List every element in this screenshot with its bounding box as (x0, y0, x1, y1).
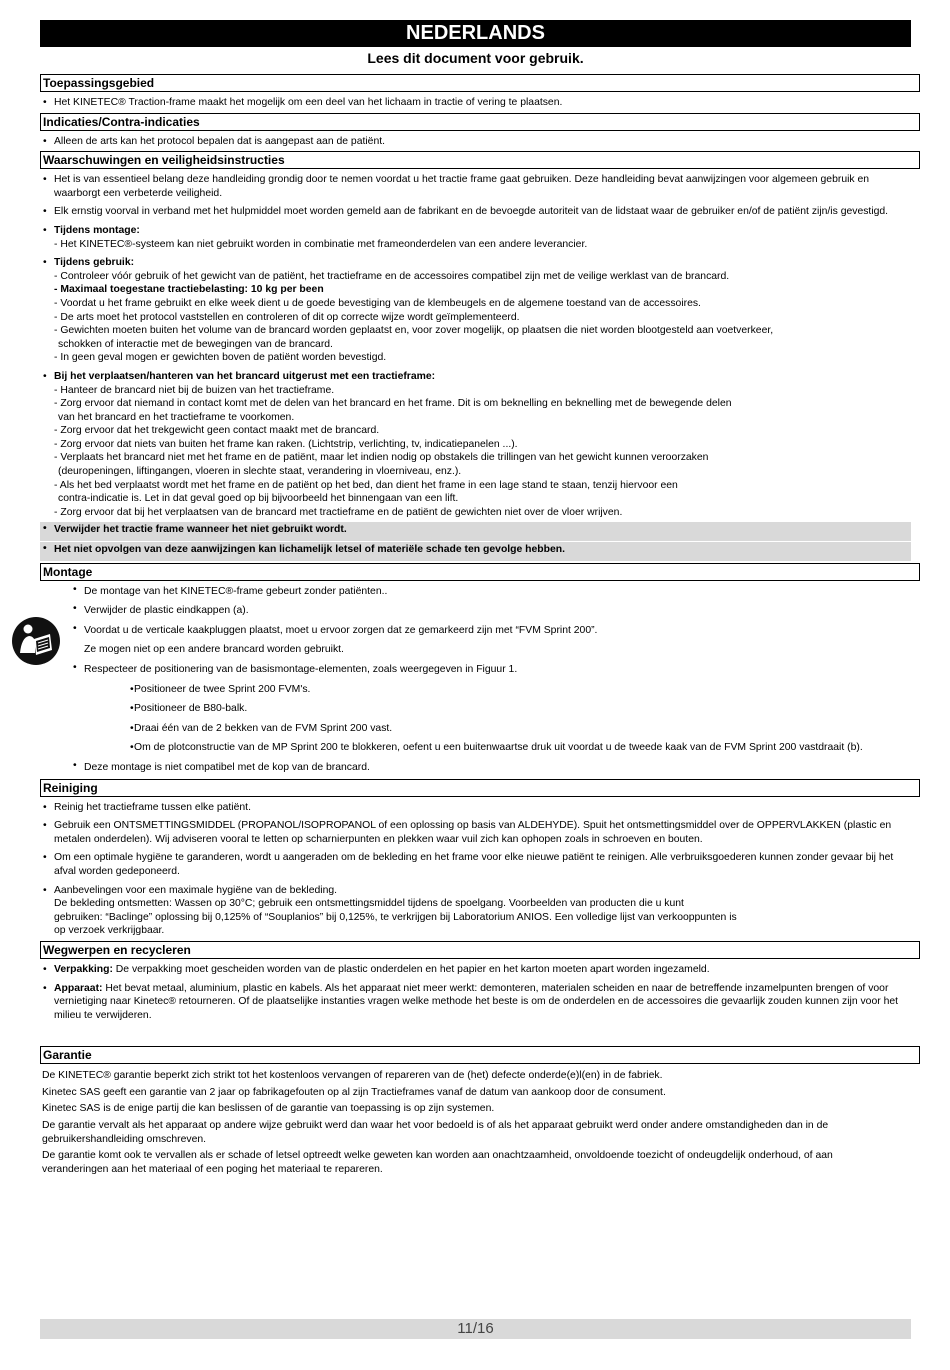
highlight-warning: • Het niet opvolgen van deze aanwijzingen kan lichamelijk letsel of materiële schade ten gevolge hebben. (40, 542, 911, 561)
verplaatsen-line: - Zorg ervoor dat het trekgewicht geen contact maakt met de brancard. (54, 425, 380, 437)
toepassing-list (40, 92, 920, 113)
sub-list-item: • Om de plotconstructie van de MP Sprint 200 te blokkeren, oefent u een buitenwaartse druk uit voordat u de tweede kaak van de FVM Sprint 200 vastdraait (b). (70, 739, 920, 759)
verplaatsen-line: - Zorg ervoor dat bij het verplaatsen van de brancard met tractieframe en de patiënt de gewichten niet over de vloer wrijven. (54, 506, 623, 518)
apparaat-label: Apparaat: (54, 982, 103, 994)
garantie-paragraph: De garantie vervalt als het apparaat op andere wijze gebruikt werd dan waar het voor bedoeld is of als het apparaat gebruikt werd onder andere omstandigheden dan in de gebruikershandleiding omschreven. (42, 1120, 829, 1145)
gebruik-line: - Gewichten moeten buiten het volume van de brancard worden geplaatst en, voor zover mogelijk, op plaatsen die niet worden blootgesteld aan voetverkeer, (54, 325, 774, 337)
montage-line: Voordat u de verticale kaakpluggen plaatst, moet u ervoor zorgen dat ze gemarkeerd zijn met “FVM Sprint 200”. (84, 624, 598, 636)
language-banner: NEDERLANDS (40, 20, 911, 47)
list-item: • Respecteer de positionering van de basismontage-elementen, zoals weergegeven in Figuur 1. (70, 661, 920, 681)
list-item: • Verwijder de plastic eindkappen (a). (70, 602, 920, 622)
montage-line: Ze mogen niet op een andere brancard worden gebruikt. (84, 644, 344, 656)
montage-warning-head: Tijdens montage: (54, 224, 140, 236)
list-item: • Om een optimale hygiëne te garanderen, wordt u aangeraden om de bekleding en het frame voor elke nieuwe patiënt te reinigen. Alle verbruiksgoederen kunnen zonder gevaar bij het afval worden gedeponeerd. (40, 851, 900, 878)
list-item (40, 963, 900, 977)
list-item-gebruik-warning (40, 256, 900, 365)
garantie-paragraph: De KINETEC® garantie beperkt zich strikt tot het kostenloos vervangen of repareren van de (het) defecte onderde(e)l(en) in de fabriek. (42, 1070, 663, 1082)
verplaatsen-line: van het brancard en het tractieframe te voorkomen. (58, 411, 295, 423)
verplaatsen-line: - Zorg ervoor dat niemand in contact komt met de delen van het brancard en het frame. Dit is om beknelling en beknelling met de bewegende delen (54, 398, 732, 410)
montage-section (40, 581, 920, 779)
section-title-indicaties: Indicaties/Contra-indicaties (40, 113, 920, 131)
page-number: 11/16 (40, 1319, 911, 1339)
read-manual-icon (12, 617, 60, 665)
list-item: • Alleen de arts kan het protocol bepalen dat is aangepast aan de patiënt. (40, 135, 920, 149)
reiniging-line: gebruiken: “Baclinge” oplossing bij 0,125% of “Souplanios” bij 0,125%, te verkrijgen bij Laboratorium ANIOS. Een volledige lijst van verkooppunten is (54, 911, 737, 923)
sub-list-item: • Positioneer de twee Sprint 200 FVM's. (70, 681, 920, 701)
garantie-paragraph: Kinetec SAS is de enige partij die kan beslissen of de garantie van toepassing is op zijn systemen. (42, 1103, 495, 1115)
list-item: • Het is van essentieel belang deze handleiding grondig door te nemen voordat u het tractie frame gaat gebruiken. Deze handleiding bevat aanwijzingen voor algemeen gebruik en waarborgt een verbeterde veiligheid. (40, 173, 900, 200)
section-title-waarschuwingen: Waarschuwingen en veiligheidsinstructies (40, 151, 920, 169)
gebruik-line: - De arts moet het protocol vaststellen en controleren of dit op correcte wijze wordt geïmplementeerd. (54, 311, 520, 323)
verplaatsen-line: contra-indicatie is. Let in dat geval goed op bij bijvoorbeeld het binnengaan van een lift. (58, 493, 459, 505)
reiniging-line: Aanbevelingen voor een maximale hygiëne van de bekleding. (54, 884, 338, 896)
list-item-montage-warning (40, 224, 900, 251)
section-title-wegwerpen: Wegwerpen en recycleren (40, 941, 920, 959)
garantie-text (40, 1064, 902, 1176)
list-item: • De montage van het KINETEC®-frame gebeurt zonder patiënten.. (70, 583, 920, 603)
list-item: • Reinig het tractieframe tussen elke patiënt. (40, 801, 900, 815)
section-title-garantie: Garantie (40, 1046, 920, 1064)
list-item: • Het KINETEC® Traction-frame maakt het mogelijk om een deel van het lichaam in tractie of vering te plaatsen. (40, 96, 920, 110)
gebruik-line: - Controleer vóór gebruik of het gewicht van de patiënt, het tractieframe en de accessoires compatibel zijn met de veilige werklast van de brancard. (54, 270, 730, 282)
gebruik-line: schokken of interactie met de bewegingen van de brancard. (58, 338, 333, 350)
reiniging-list (40, 797, 900, 941)
section-title-toepassingsgebied: Toepassingsgebied (40, 74, 920, 92)
gebruik-warning-head: Tijdens gebruik: (54, 257, 135, 269)
gebruik-line: - Voordat u het frame gebruikt en elke week dient u de goede bevestiging van de klembeugels en de algemene toestand van de accessoires. (54, 297, 701, 309)
gebruik-line: - In geen geval mogen er gewichten boven de patiënt worden bevestigd. (54, 352, 387, 364)
sub-list-item: • Draai één van de 2 bekken van de FVM Sprint 200 vast. (70, 720, 920, 740)
apparaat-text: Het bevat metaal, aluminium, plastic en kabels. Als het apparaat niet meer werkt: demonteren, materialen scheiden en naar de betreffende inzamelpunten brengen of voor vernietiging naar Kinetec® retourneren. Of de plaatselijke instanties vragen welke methode het beste is om de onderdelen en de accessoires die gevaarlijk zouden kunnen zijn voor het milieu te verwijderen. (54, 982, 899, 1021)
list-item: • Gebruik een ONTSMETTINGSMIDDEL (PROPANOL/ISOPROPANOL of een oplossing op basis van ALDEHYDE). Spuit het ontsmettingsmiddel over de OPPERVLAKKEN (plastic en metalen onderdelen). Wij adviseren vooral te letten op scharnierpunten en plekken waar vuil zich kan ophopen zoals in schroeven en bouten. (40, 819, 900, 846)
section-title-montage: Montage (40, 563, 920, 581)
waarschuwingen-list (40, 169, 900, 522)
highlight-warning: • Verwijder het tractie frame wanneer het niet gebruikt wordt. (40, 522, 911, 541)
max-load-line: - Maximaal toegestane tractiebelasting: 10 kg per been (54, 284, 324, 296)
list-item (40, 982, 900, 1023)
verplaatsen-line: (deuropeningen, liftingangen, vloeren in slechte staat, verandering in vloerniveau, enz.). (58, 466, 462, 478)
list-item-verplaatsen-warning (40, 370, 900, 520)
document-subtitle: Lees dit document voor gebruik. (367, 50, 584, 66)
list-item: • Deze montage is niet compatibel met de kop van de brancard. (70, 759, 920, 779)
document-body (40, 74, 920, 1179)
garantie-paragraph: Kinetec SAS geeft een garantie van 2 jaar op fabrikagefouten op al zijn Tractieframes vanaf de datum van aankoop door de consument. (42, 1086, 666, 1098)
verplaatsen-line: - Als het bed verplaatst wordt met het frame en de patiënt op het bed, dan dient het frame in een lage stand te staan, tenzij hiervoor een (54, 479, 678, 491)
wegwerpen-list (40, 959, 900, 1046)
reiniging-line: De bekleding ontsmetten: Wassen op 30°C; gebruik een ontsmettingsmiddel tijdens de spoelgang. Voorbeelden van producten die u kunt (54, 898, 684, 910)
list-item (70, 622, 920, 661)
verplaatsen-warning-head: Bij het verplaatsen/hanteren van het brancard uitgerust met een tractieframe: (54, 370, 436, 382)
verplaatsen-line: - Zorg ervoor dat niets van buiten het frame kan raken. (Lichtstrip, verlichting, tv, indicatiepanelen ...). (54, 438, 518, 450)
montage-list (40, 581, 920, 779)
verplaatsen-line: - Verplaats het brancard niet met het frame en de patiënt, maar let indien nodig op obstakels die trillingen van het gewicht kunnen veroorzaken (54, 452, 709, 464)
verplaatsen-line: - Hanteer de brancard niet bij de buizen van het tractieframe. (54, 384, 335, 396)
reiniging-line: op verzoek verkrijgbaar. (54, 925, 165, 937)
verpakking-label: Verpakking: (54, 963, 113, 975)
list-item (40, 884, 900, 938)
garantie-paragraph: De garantie komt ook te vervallen als er schade of letsel optreedt welke geweten kan worden aan onachtzaamheid, onvoldoende toezicht of ondeugdelijk onderhoud, of aan veranderingen aan het materiaal of een poging het materiaal te repareren. (42, 1150, 833, 1175)
sub-list-item: • Positioneer de B80-balk. (70, 700, 920, 720)
section-title-reiniging: Reiniging (40, 779, 920, 797)
montage-warning-line: - Het KINETEC®-systeem kan niet gebruikt worden in combinatie met frameonderdelen van een andere leverancier. (54, 238, 588, 250)
verpakking-text: De verpakking moet gescheiden worden van de plastic onderdelen en het papier en het karton moeten apart worden ingezameld. (112, 963, 710, 975)
highlight-list (40, 522, 911, 560)
indicaties-list (40, 131, 920, 152)
list-item: • Elk ernstig voorval in verband met het hulpmiddel moet worden gemeld aan de fabrikant en de bevoegde autoriteit van de lidstaat waar de gebruiker en/of de patiënt zijn/is gevestigd. (40, 205, 900, 219)
